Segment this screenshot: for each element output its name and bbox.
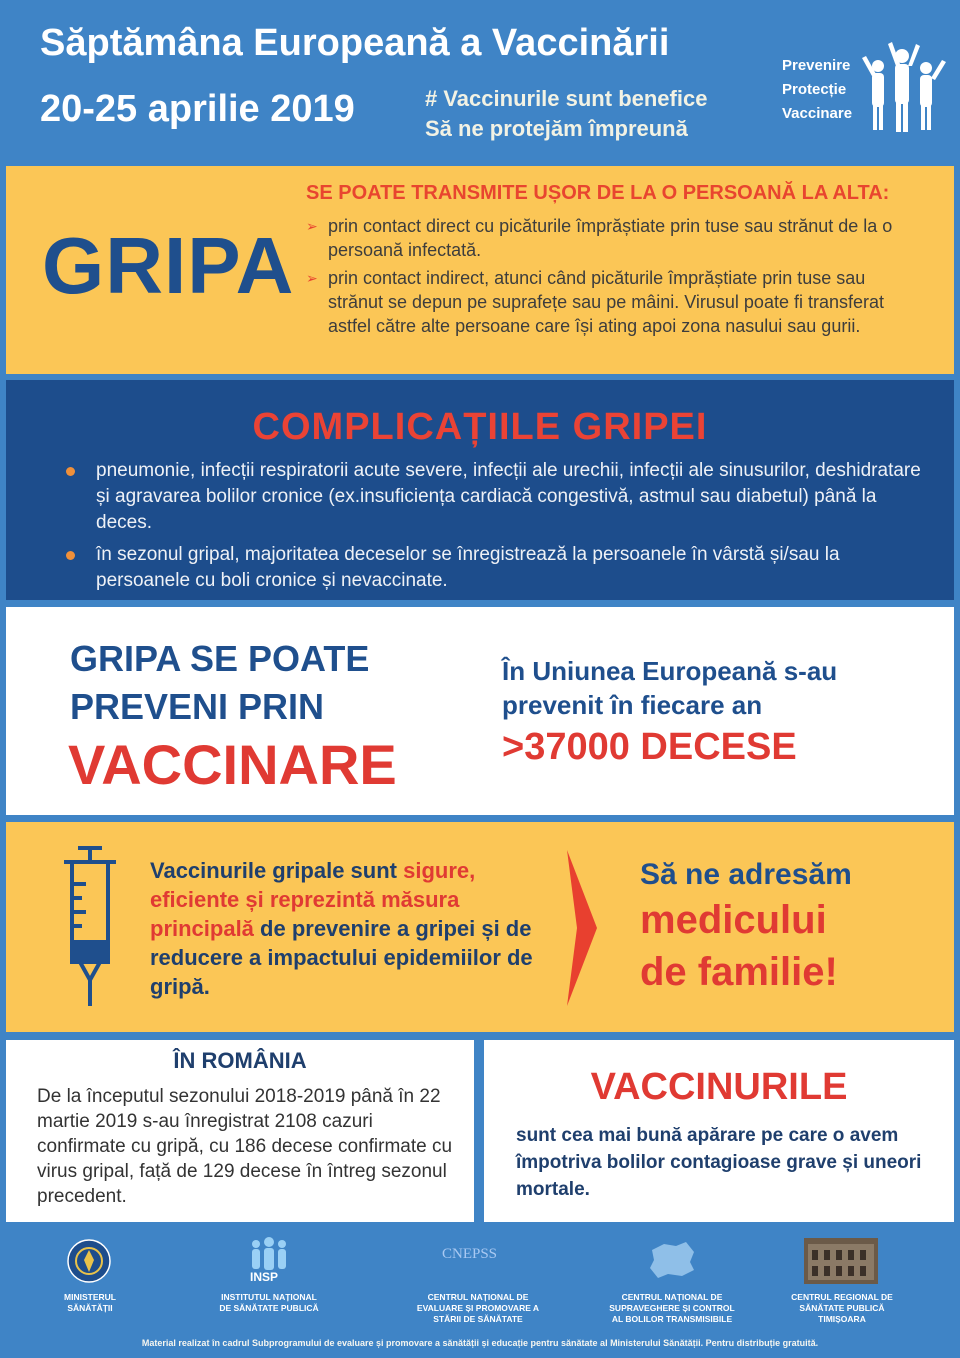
slogan-line-1: # Vaccinurile sunt benefice [425, 86, 708, 111]
romania-map-icon [646, 1240, 698, 1280]
slogan-line-2: Să ne protejăm împreună [425, 116, 688, 141]
building-photo-icon [804, 1238, 878, 1284]
transmission-item: ➢ prin contact direct cu picăturile împrăștiate prin tuse sau strănut de la o persoană infectată. [306, 216, 893, 260]
bullet-arrow-icon: ➢ [306, 270, 318, 286]
cnepss-mark: CNEPSS [442, 1246, 498, 1262]
footer-logo-cnscbt: CENTRUL NAȚIONAL DE SUPRAVEGHERE ȘI CONTROL AL BOLILOR TRANSMISIBILE [609, 1292, 735, 1324]
logo-line-1: Prevenire [782, 57, 851, 74]
footer-logo-crsp: CENTRUL REGIONAL DE SĂNĂTATE PUBLICĂ TIMIȘOARA [791, 1292, 893, 1324]
logo-line-3: Vaccinare [782, 105, 853, 122]
chevron-right-icon [563, 850, 599, 1006]
complication-item: în sezonul gripal, majoritatea deceselor se înregistrează la persoanele în vârstă și/sau la persoanele cu boli cronice și nevaccinate. [66, 542, 926, 594]
footer-logo-insp: INSTITUTUL NAȚIONAL DE SĂNĂTATE PUBLICĂ [219, 1292, 319, 1313]
prevention-line-2: PREVENI PRIN [70, 686, 325, 727]
prevention-line-3: VACCINARE [68, 733, 397, 796]
bullet-dot-icon [66, 551, 75, 560]
gripa-heading: GRIPA [42, 221, 295, 310]
event-dates: 20-25 aprilie 2019 [40, 88, 355, 130]
prevention-line-1: GRIPA SE POATE [70, 638, 370, 679]
eu-stat-figure: >37000 DECESE [502, 726, 797, 768]
complication-item: pneumonie, infecții respiratorii acute severe, infecții ale urechii, infecții ale sinusurilor, deshidratare și agravarea bolilor cronice (ex.insuficiența cardiacă congestivă, astmul sau diabetul) până la deces. [66, 458, 926, 536]
ministry-seal-icon [66, 1238, 112, 1284]
complications-title: COMPLICAȚIILE GRIPEI [252, 406, 708, 448]
romania-title: ÎN ROMÂNIA [173, 1048, 307, 1073]
doctor-call-line-1: Să ne adresăm [640, 858, 852, 891]
slogan [425, 84, 707, 144]
bullet-dot-icon [66, 467, 75, 476]
romania-body: De la începutul sezonului 2018-2019 până în 22 martie 2019 s-au înregistrat 2108 cazuri confirmate cu gripă, cu 186 decese confirmate cu virus gripal, față de 129 decese în întreg sezonul precedent. [37, 1086, 453, 1207]
page-title: Săptămâna Europeană a Vaccinării [40, 22, 670, 64]
vaccines-body: sunt cea mai bună apărare pe care o avem împotriva bolilor contagioase grave și uneori mortale. [516, 1125, 922, 1200]
campaign-logo-text [782, 54, 852, 126]
transmission-heading: SE POATE TRANSMITE UȘOR DE LA O PERSOANĂ LA ALTA: [306, 182, 890, 204]
logo-line-2: Protecție [782, 81, 847, 98]
vaccine-statement: Vaccinurile gripale sunt sigure, eficiente și reprezintă măsura principală de prevenire a gripei și de reducere a impactului epidemiilor de gripă. [150, 858, 533, 999]
eu-stat-line-1: În Uniunea Europeană s-au [502, 656, 838, 686]
people-group-icon [858, 36, 948, 136]
footer-logo-ministry: MINISTERUL SĂNĂTĂȚII [64, 1292, 116, 1313]
doctor-call-line-3: de familie! [640, 950, 838, 994]
vaccines-title: VACCINURILE [590, 1066, 848, 1108]
bullet-arrow-icon: ➢ [306, 218, 318, 234]
transmission-item: ➢ prin contact indirect, atunci când picăturile împrăștiate prin tuse sau strănut se depun pe suprafețe sau pe mâini. Virusul poate fi transferat astfel către alte persoane care își ating apoi zona nasului sau gurii. [306, 268, 885, 336]
syringe-icon [50, 840, 130, 1010]
eu-stat-line-2: prevenit în fiecare an [502, 690, 763, 720]
footer-note: Material realizat în cadrul Subprogramului de evaluare și promovare a sănătății și educație pentru sănătate al Ministerului Sănătății. Pentru distribuție gratuită. [141, 1338, 819, 1348]
footer-logo-cnepss: CENTRUL NAȚIONAL DE EVALUARE ȘI PROMOVARE A STĂRII DE SĂNĂTATE [416, 1292, 540, 1324]
doctor-call-line-2: medicului [640, 898, 827, 942]
insp-mark: INSP [250, 1270, 279, 1284]
